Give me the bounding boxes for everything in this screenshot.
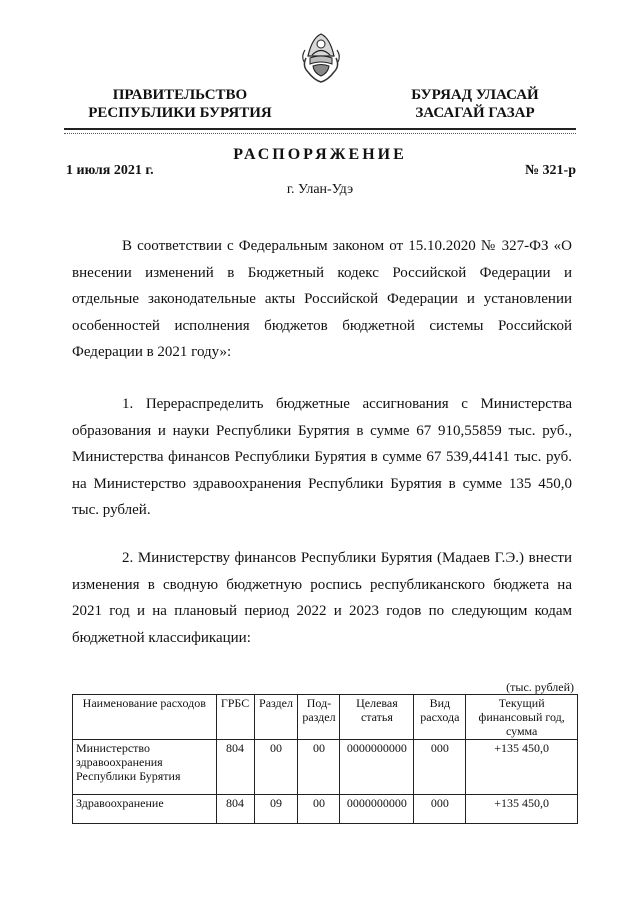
header-dotted-divider: [64, 133, 576, 134]
cell-name: Здравоохранение: [73, 795, 217, 824]
cell-vid: 000: [414, 740, 466, 795]
table-row: [73, 795, 578, 824]
document-city: г. Улан-Удэ: [286, 182, 354, 197]
cell-summa: +135 450,0: [466, 740, 578, 795]
cell-razdel: 09: [254, 795, 298, 824]
paragraph-item-1: 1. Перераспределить бюджетные ассигнования с Министерства образования и науки Республики Бурятия в сумме 67 910,55859 тыс. руб., Министерства финансов Республики Бурятия в сумме 67 539,44141 тыс. руб. на Министерство здравоохранения Республики Бурятия в сумме 135 450,0 тыс. рублей.: [72, 396, 572, 518]
header-podrazdel: Под-раздел: [298, 695, 340, 740]
buryat-line-1: БУРЯАД УЛАСАЙ: [411, 87, 539, 103]
header-divider: [64, 128, 576, 130]
paragraph-preamble: В соответствии с Федеральным законом от 15.10.2020 № 327-ФЗ «О внесении изменений в Бюджетный кодекс Российской Федерации и отдельные законодательные акты Российской Федерации и установлении особенностей исполнения бюджетов бюджетной системы Российской Федерации в 2021 году»:: [72, 238, 572, 360]
cell-name: Министерство здравоохранения Республики Бурятия: [73, 740, 217, 795]
header-name: Наименование расходов: [73, 695, 217, 740]
document-number: № 321-р: [524, 163, 576, 178]
document-date: 1 июля 2021 г.: [66, 163, 154, 178]
cell-vid: 000: [414, 795, 466, 824]
header-grbs: ГРБС: [216, 695, 254, 740]
cell-podrazdel: 00: [298, 795, 340, 824]
government-line-1: ПРАВИТЕЛЬСТВО: [112, 87, 248, 103]
cell-grbs: 804: [216, 740, 254, 795]
buryat-line-2: ЗАСАГАЙ ГАЗАР: [415, 105, 535, 121]
government-line-2: РЕСПУБЛИКИ БУРЯТИЯ: [88, 105, 272, 121]
table-units-note: (тыс. рублей): [506, 680, 574, 694]
header-summa: Текущий финансовый год, сумма: [466, 695, 578, 740]
cell-podrazdel: 00: [298, 740, 340, 795]
header-tselevaya: Целевая статья: [340, 695, 414, 740]
cell-razdel: 00: [254, 740, 298, 795]
cell-grbs: 804: [216, 795, 254, 824]
document-title: РАСПОРЯЖЕНИЕ: [233, 146, 407, 163]
budget-codes-table: [72, 694, 578, 824]
republic-emblem-icon: [298, 28, 344, 84]
paragraph-item-2: 2. Министерству финансов Республики Бурятия (Мадаев Г.Э.) внести изменения в сводную бюджетную роспись республиканского бюджета на 2021 год и на плановый период 2022 и 2023 годов по следующим кодам бюджетной классификации:: [72, 550, 572, 646]
table-header-row: [73, 695, 578, 740]
cell-tselevaya: 0000000000: [340, 795, 414, 824]
cell-summa: +135 450,0: [466, 795, 578, 824]
government-name-buryat: [390, 86, 560, 122]
header-razdel: Раздел: [254, 695, 298, 740]
government-name-russian: [82, 86, 278, 122]
cell-tselevaya: 0000000000: [340, 740, 414, 795]
table-row: [73, 740, 578, 795]
header-vid: Вид расхода: [414, 695, 466, 740]
